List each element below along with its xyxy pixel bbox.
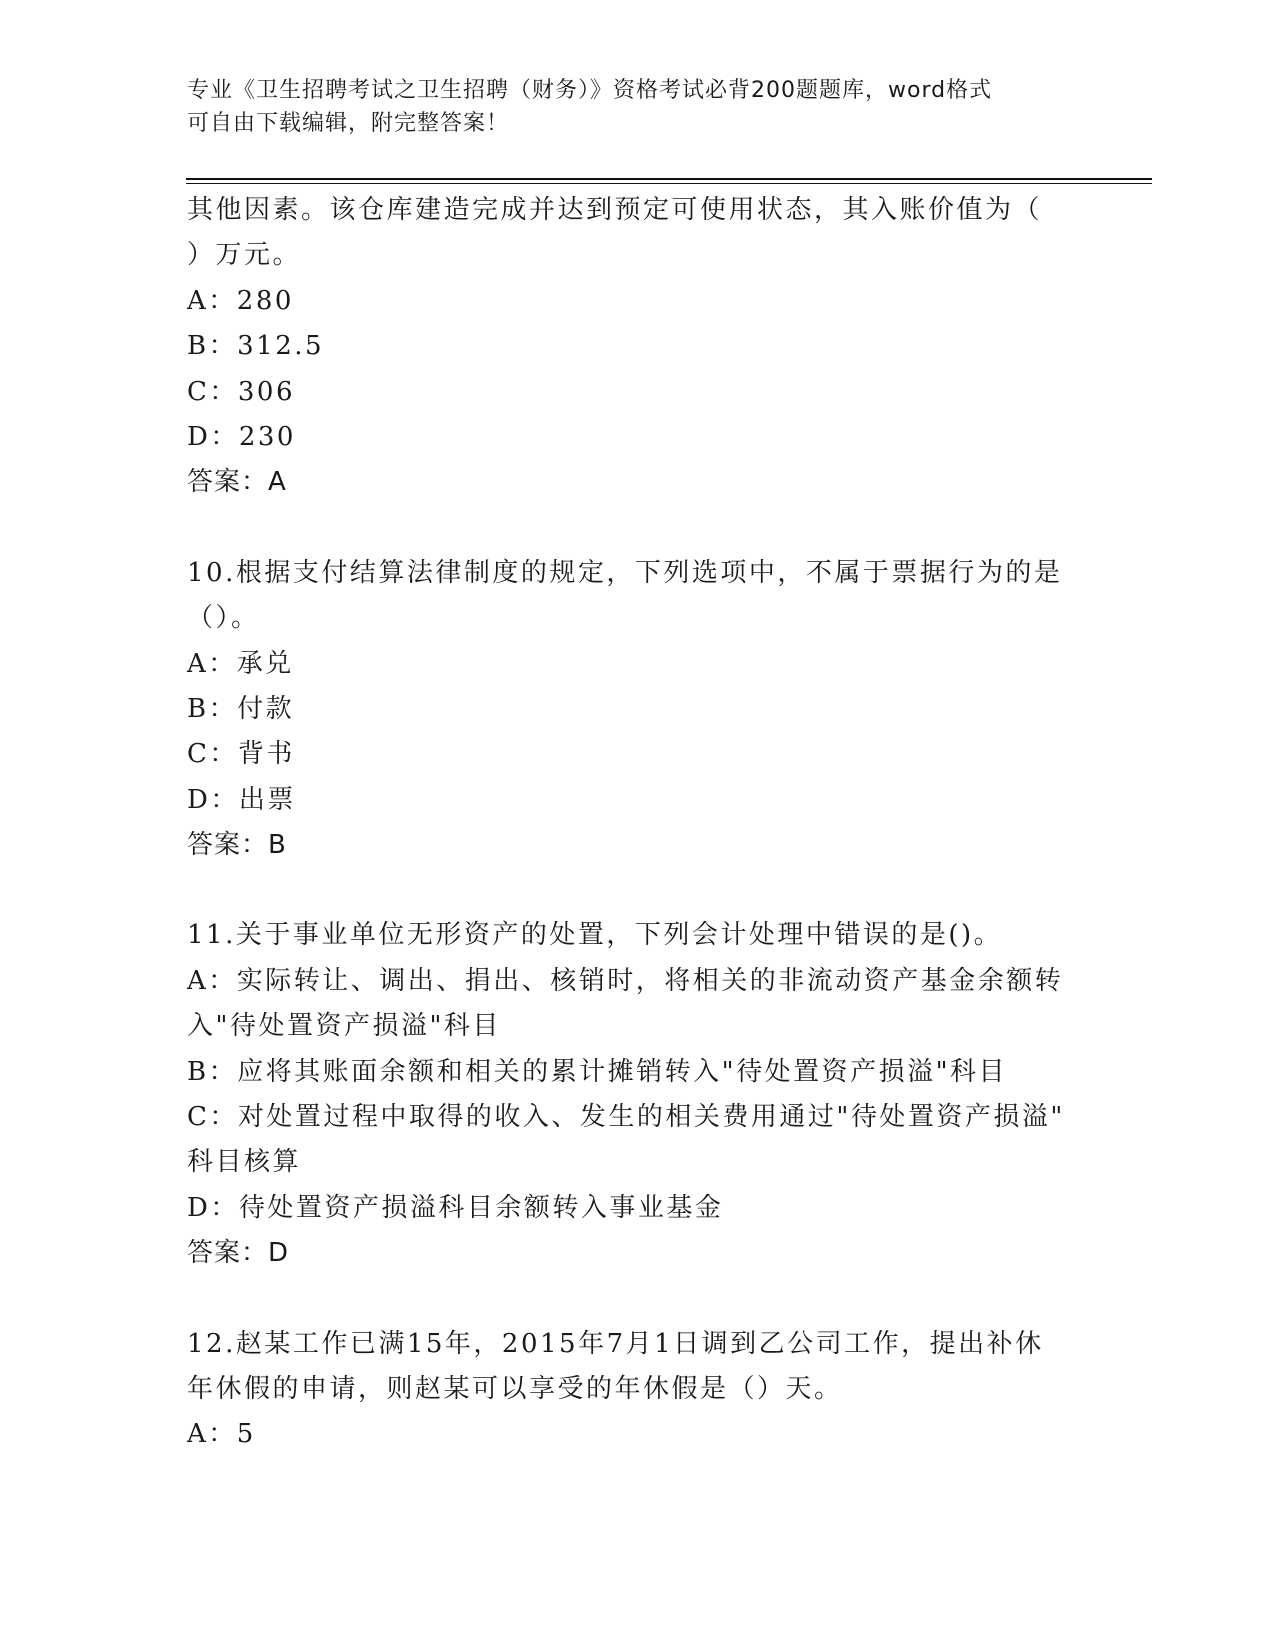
question-stem-line: 年休假的申请，则赵某可以享受的年休假是（）天。 [187, 1373, 843, 1404]
header-title-line2: 可自由下载编辑，附完整答案！ [187, 111, 510, 136]
header-rule-thin [186, 183, 1152, 184]
question-9 [187, 188, 1087, 506]
question-stem-line: 10.根据支付结算法律制度的规定，下列选项中，不属于票据行为的是 [187, 557, 1063, 588]
option-b: B：付款 [187, 693, 295, 724]
answer-line: 答案：B [187, 830, 287, 861]
option-d: D：待处置资产损溢科目余额转入事业基金 [187, 1192, 724, 1223]
question-list [187, 188, 1087, 1458]
question-stem-line: （）。 [187, 603, 260, 634]
option-d: D：出票 [187, 784, 296, 815]
question-stem-line: 11.关于事业单位无形资产的处置，下列会计处理中错误的是()。 [187, 920, 1003, 951]
option-a: A：280 [187, 285, 294, 316]
answer-line: 答案：D [187, 1238, 290, 1269]
option-c: C：背书 [187, 739, 295, 770]
option-c-continued: 科目核算 [187, 1147, 302, 1178]
option-c: C：对处置过程中取得的收入、发生的相关费用通过"待处置资产损溢" [187, 1102, 1065, 1133]
header-title-line1: 专业《卫生招聘考试之卫生招聘（财务）》资格考试必背200题题库，word格式 [187, 78, 993, 103]
option-c: C：306 [187, 376, 296, 407]
option-b: B：应将其账面余额和相关的累计摊销转入"待处置资产损溢"科目 [187, 1056, 1008, 1087]
option-a: A：5 [187, 1419, 256, 1450]
question-10 [187, 551, 1087, 869]
question-12 [187, 1322, 1087, 1458]
document-header [187, 74, 1087, 140]
question-stem-line: 其他因素。该仓库建造完成并达到预定可使用状态，其入账价值为（ [187, 195, 1043, 225]
header-rule-thick [186, 178, 1152, 180]
question-11 [187, 913, 1087, 1276]
option-d: D：230 [187, 421, 296, 452]
option-a-continued: 入"待处置资产损溢"科目 [187, 1011, 501, 1042]
option-b: B：312.5 [187, 331, 325, 362]
question-stem-line: 12.赵某工作已满15年，2015年7月1日调到乙公司工作，提出补休 [187, 1328, 1044, 1359]
option-a: A：实际转让、调出、捐出、核销时，将相关的非流动资产基金余额转 [187, 965, 1064, 996]
question-stem-line: ）万元。 [187, 240, 302, 271]
option-a: A：承兑 [187, 648, 294, 679]
answer-line: 答案：A [187, 467, 287, 498]
